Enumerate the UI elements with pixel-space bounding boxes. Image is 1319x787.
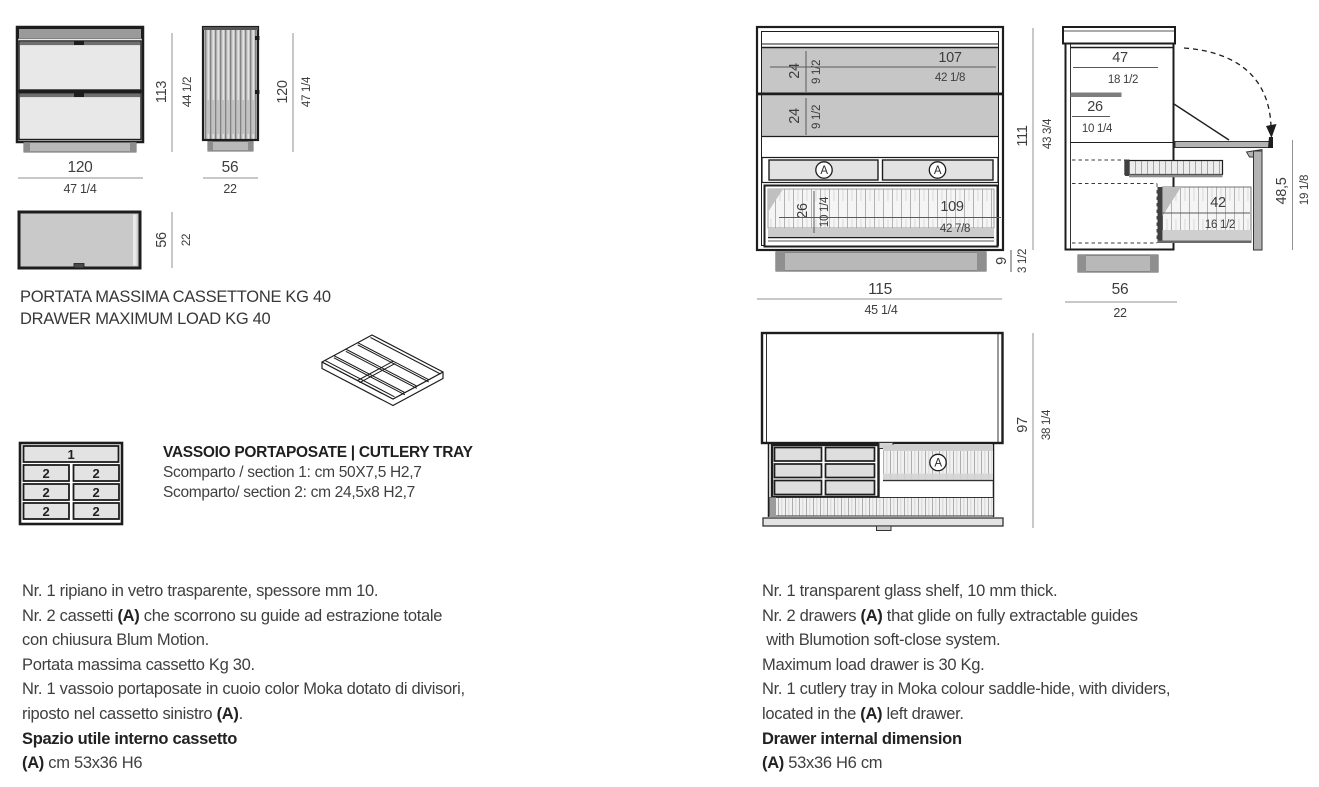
desc-en-line: with Blumotion soft-close system. [762, 631, 1001, 650]
front-divider [17, 90, 143, 93]
side-plinth-cap-right [248, 142, 253, 152]
css-door-panel [1254, 151, 1263, 250]
pvo-marker: A [934, 457, 942, 470]
css-depth-cm: 56 [1111, 281, 1129, 298]
desc-en-line: Nr. 1 cutlery tray in Moka colour saddle-hide, with dividers, [762, 680, 1171, 699]
cross-section-front [757, 27, 1054, 317]
desc-en-line: Maximum load drawer is 30 Kg. [762, 655, 985, 674]
tray-cell-3a-label: 2 [42, 485, 50, 500]
desc-en-line: Drawer internal dimension [762, 729, 962, 748]
max-load-note [20, 287, 331, 330]
css-top-depth-in: 18 1/2 [1107, 74, 1139, 86]
desc-it-line: Portata massima cassetto Kg 30. [22, 655, 255, 674]
css-glass-shelf [1071, 93, 1122, 98]
css-drawer-depth-cm: 42 [1210, 195, 1226, 211]
css-door-diagonal [1174, 104, 1229, 140]
desc-en-line: Nr. 1 transparent glass shelf, 10 mm thick. [762, 582, 1058, 600]
tray-cell-2b-label: 2 [92, 466, 100, 481]
pvo-depth-in: 38 1/4 [1041, 409, 1054, 441]
css-shelf-depth-in: 10 1/4 [1081, 123, 1113, 135]
tray-cell-3b-label: 2 [92, 485, 100, 500]
cross-section-side [1063, 27, 1311, 320]
desc-en-line: located in the (A) left drawer. [762, 704, 964, 723]
css-tray-drawer-back [1125, 160, 1130, 177]
pvo-wood-band-top [883, 445, 993, 451]
cutlery-tray-specs [163, 443, 473, 503]
top-view-front-edge [133, 215, 137, 266]
csf-drawer-w-in: 42 7/8 [939, 223, 971, 235]
desc-it-line: Nr. 1 vassoio portaposate in cuoio color Moka dotato di divisori, [22, 680, 465, 699]
csf-bay1-cm: 24 [787, 63, 804, 79]
desc-it-line: Nr. 2 cassetti (A) che scorrono su guide ad estrazione totale [22, 606, 443, 625]
desc-en-line: Nr. 2 drawers (A) that glide on fully extractable guides [762, 606, 1138, 625]
desc-it-line: riposto nel cassetto sinistro (A). [22, 704, 243, 723]
csf-marker-right: A [933, 165, 942, 177]
front-drawer-1-handle [74, 41, 84, 45]
desc-it-line: (A) cm 53x36 H6 [22, 754, 143, 773]
side-body [203, 27, 258, 140]
csf-width-in: 45 1/4 [864, 303, 898, 317]
top-view-handle-notch [74, 264, 84, 269]
front-plinth [24, 143, 136, 153]
top-view-drawing [19, 212, 193, 268]
max-load-it: PORTATA MASSIMA CASSETTONE KG 40 [20, 288, 331, 306]
css-tray-drawer [1125, 161, 1223, 175]
css-drawer-back [1158, 187, 1163, 243]
css-arc-arrowhead [1266, 124, 1277, 138]
side-height-cm: 120 [275, 80, 292, 104]
cutlery-tray-isometric [322, 335, 443, 406]
front-drawer-2 [19, 93, 141, 140]
csf-width-cm: 115 [868, 281, 892, 298]
side-view-drawing [203, 27, 313, 196]
desc-it-line: Nr. 1 ripiano in vetro trasparente, spessore mm 10. [22, 582, 379, 600]
side-height-in: 47 1/4 [301, 76, 314, 108]
desc-it-line: con chiusura Blum Motion. [22, 631, 209, 650]
csf-plinth [776, 252, 986, 271]
csf-inner-width-cm: 107 [938, 50, 962, 66]
max-load-en: DRAWER MAXIMUM LOAD KG 40 [20, 309, 271, 328]
csf-height-cm: 111 [1015, 125, 1032, 147]
cutlery-tray-title: VASSOIO PORTAPOSATE | CUTLERY TRAY [163, 444, 473, 461]
csf-marker-left: A [820, 165, 828, 177]
side-hinge-mark-1 [255, 36, 260, 40]
front-plinth-cap-right [130, 143, 136, 153]
css-open-h-in: 19 1/8 [1299, 174, 1312, 206]
pvo-front-notch [877, 526, 892, 531]
css-plinth-cap-left [1078, 255, 1086, 272]
plan-view-open-drawer [762, 333, 1053, 531]
desc-en-line: (A) 53x36 H6 cm [762, 754, 883, 773]
side-plinth [208, 142, 253, 152]
csf-inner-width-in: 42 1/8 [934, 72, 966, 84]
csf-plinth-cap-left [776, 252, 785, 271]
css-shelf-depth-cm: 26 [1087, 99, 1103, 115]
cutlery-tray-section1: Scomparto / section 1: cm 50X7,5 H2,7 [163, 464, 422, 481]
description-english [762, 579, 1170, 776]
front-drawer-2-handle [74, 93, 84, 97]
top-view-depth-cm: 56 [154, 232, 171, 248]
side-hinge-mark-2 [255, 90, 260, 94]
pvo-depth-cm: 97 [1015, 417, 1032, 433]
css-top-panel [1063, 27, 1175, 44]
side-top-edge [203, 27, 258, 30]
csf-drawer-w-cm: 109 [940, 199, 964, 215]
tray-cell-1-label: 1 [67, 447, 75, 462]
csf-bay2-in: 9 1/2 [811, 104, 824, 130]
front-top-band [19, 29, 142, 39]
tray-cell-2a-label: 2 [42, 466, 50, 481]
top-view-body [19, 212, 140, 268]
css-open-h-cm: 48,5 [1274, 177, 1291, 205]
csf-plinth-cm: 9 [994, 257, 1011, 265]
front-view-drawing [17, 27, 194, 196]
csf-drawer-h-cm: 26 [795, 203, 812, 219]
css-depth-in: 22 [1113, 306, 1127, 320]
pvo-front-wood-strip [770, 498, 994, 517]
css-flap-lip [1268, 137, 1273, 148]
csf-bay2-cm: 24 [787, 108, 804, 124]
csf-bay1-in: 9 1/2 [811, 59, 824, 85]
csf-drawer-h-in: 10 1/4 [819, 196, 832, 228]
side-width-cm: 56 [221, 159, 239, 176]
pvo-drawer-front-edge [763, 518, 1003, 526]
cutlery-tray-schematic [20, 443, 122, 524]
front-width-cm: 120 [67, 159, 93, 176]
tray-cell-4b-label: 2 [92, 504, 100, 519]
css-drawer-bottom-rail [1158, 241, 1252, 244]
pvo-front-strip-cap [770, 498, 776, 517]
front-width-in: 47 1/4 [63, 182, 97, 196]
front-height-in: 44 1/2 [182, 76, 195, 108]
css-tray-drawer-rail [1129, 175, 1223, 178]
csf-shelf-divider [757, 93, 1003, 96]
pvo-cabinet-top [762, 333, 1003, 443]
css-open-flap [1175, 142, 1269, 148]
css-top-depth-cm: 47 [1112, 50, 1128, 66]
front-height-cm: 113 [154, 80, 171, 104]
side-width-in: 22 [223, 182, 237, 196]
css-drawer-depth-in: 16 1/2 [1204, 219, 1236, 231]
css-opening-arc [1184, 48, 1271, 126]
top-view-depth-in: 22 [181, 233, 194, 247]
front-plinth-cap-left [24, 143, 30, 153]
csf-plinth-cap-right [977, 252, 986, 271]
tray-cell-4a-label: 2 [42, 504, 50, 519]
cutlery-tray-section2: Scomparto/ section 2: cm 24,5x8 H2,7 [163, 484, 415, 501]
csf-plinth-in: 3 1/2 [1017, 248, 1030, 274]
css-plinth [1078, 255, 1158, 272]
desc-it-line: Spazio utile interno cassetto [22, 729, 238, 748]
side-plinth-cap-left [208, 142, 213, 152]
csf-height-in: 43 3/4 [1042, 118, 1055, 150]
css-plinth-cap-right [1150, 255, 1158, 272]
description-italian [22, 579, 465, 776]
front-drawer-1 [19, 41, 141, 90]
